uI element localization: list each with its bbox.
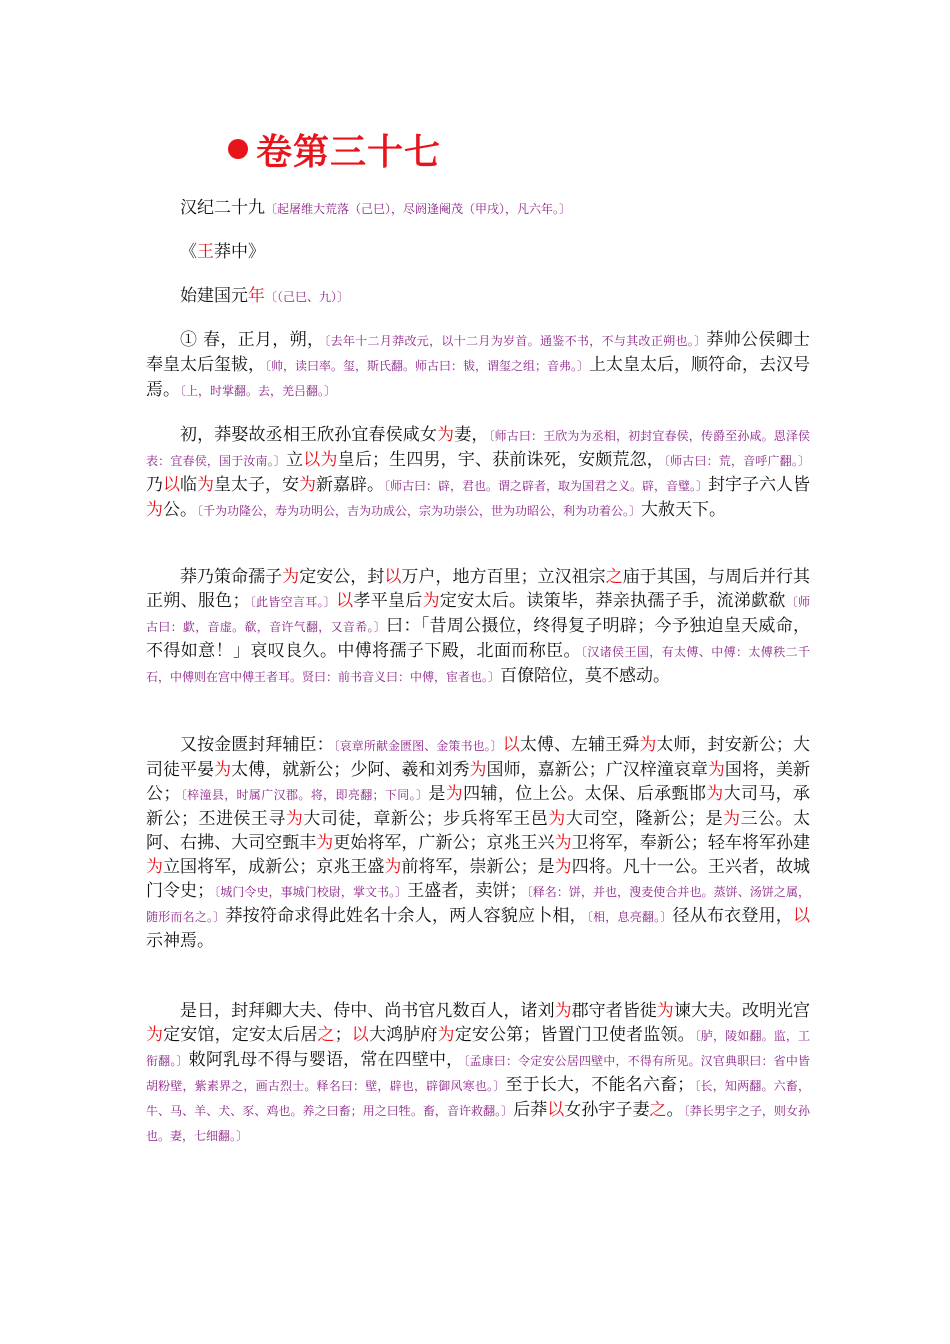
body-text: 立国将军，成新公；京兆王盛: [163, 857, 385, 877]
reign-heading-open: 《: [180, 242, 197, 262]
body-text: 初，莽娶故丞相王欣孙宜春侯咸女: [180, 425, 438, 445]
commentary-note: 〔千为功隆公，寿为功明公，吉为功成公，宗为功崇公，世为功昭公，利为功着公。〕: [197, 504, 642, 518]
commentary-note: 〔师古曰：荒，音呼广翻。〕: [663, 454, 811, 468]
body-text: 万户，地方百里；立汉祖宗: [401, 567, 606, 587]
era-heading-text: 始建国元: [180, 286, 248, 306]
highlighted-text: 为: [422, 591, 440, 611]
body-text: 示神焉。: [146, 931, 214, 951]
commentary-note: 〔莽长男宇之子，则女孙也。妻，七细翻。〕: [146, 1104, 811, 1143]
commentary-note: 〔城门令史，事城门校尉，掌文书。〕: [214, 885, 408, 899]
era-heading-red: 年: [248, 286, 265, 306]
highlighted-text: 以为: [303, 450, 338, 470]
highlighted-text: 为: [445, 784, 464, 804]
body-text: 卫将军，奉新公；轻车将军孙建: [571, 833, 811, 853]
commentary-note: 〔胪，陵如翻。监，工衔翻。〕: [146, 1029, 811, 1068]
highlighted-text: 以: [502, 735, 520, 755]
body-text: ① 春，正月，朔，: [180, 330, 325, 350]
commentary-note: 〔释名：饼，并也，溲麦使合并也。蒸饼、汤饼之属，随形而名之。〕: [146, 885, 811, 924]
paragraph-4: [146, 733, 810, 953]
highlighted-text: 为: [554, 857, 572, 877]
body-text: 是日，封拜卿大夫、侍中、尚书官凡数百人，诸刘: [180, 1001, 555, 1021]
body-text: 谏大夫。改明光宫: [673, 1001, 811, 1021]
paragraph-1: [146, 328, 810, 403]
chapter-subtitle: [180, 196, 571, 221]
highlighted-text: 为: [706, 784, 724, 804]
body-text: 国将，美新公；: [146, 760, 811, 804]
body-text: 公。: [163, 500, 197, 520]
body-text: 国师，嘉新公；广汉梓潼哀章: [486, 760, 708, 780]
body-text: 。: [666, 1100, 684, 1120]
highlighted-text: 为: [316, 833, 334, 853]
body-text: 新嘉辟。: [316, 475, 384, 495]
highlighted-text: 为: [707, 760, 725, 780]
commentary-note: 〔相，息亮翻。〕: [586, 910, 673, 924]
chapter-title: [228, 128, 441, 176]
commentary-note: 〔帅，读曰率。玺，斯氏翻。师古曰：韨，谓玺之组；音弗。〕: [265, 359, 590, 373]
highlighted-text: 为: [554, 1001, 572, 1021]
body-text: 庙于其国，与周后并行其正朔、服色；: [146, 567, 811, 611]
commentary-note: 〔师古曰：歔，音虚。欷，音许气翻，又音希。〕: [146, 595, 811, 634]
body-text: 太傅、左辅王舜: [519, 735, 640, 755]
highlighted-text: 为: [469, 760, 487, 780]
body-text: ；: [334, 1025, 352, 1045]
body-text: 后莽: [513, 1100, 548, 1120]
commentary-note: 〔此皆空言耳。〕: [249, 595, 337, 609]
highlighted-text: 为: [437, 1025, 455, 1045]
body-text: 立: [286, 450, 304, 470]
commentary-note: 〔师古曰：辟，君也。谓之辟者，取为国君之义。辟，音璧。〕: [384, 479, 709, 493]
commentary-note: 〔去年十二月莽改元，以十二月为岁首。通鉴不书，不与其改正朔也。〕: [324, 334, 707, 348]
highlighted-text: 为: [282, 567, 300, 587]
body-text: 大鸿胪府: [368, 1025, 438, 1045]
highlighted-text: 以: [547, 1100, 565, 1120]
body-text: 至于长大，不能名六畜；: [505, 1075, 695, 1095]
highlighted-text: 为: [639, 735, 657, 755]
highlighted-text: 以: [336, 591, 354, 611]
body-text: 大赦天下。: [641, 500, 727, 520]
body-text: 又按金匮封拜辅臣：: [180, 735, 334, 755]
highlighted-text: 之: [605, 567, 623, 587]
body-text: 曰：「昔周公摄位，终得复子明辟；今予独迫皇天威命，不得如意！」哀叹良久。中傅将孺子下殿，北面而称臣。: [146, 616, 810, 661]
body-text: 女孙宇子妻: [564, 1100, 650, 1120]
highlighted-text: 为: [214, 760, 232, 780]
reign-heading-red: 王: [197, 242, 214, 262]
paragraph-2: [146, 423, 810, 523]
body-text: 皇后；生四男，宇、获前诛死，安颇荒忽，: [337, 450, 664, 470]
highlighted-text: 之: [317, 1025, 335, 1045]
body-text: 郡守者皆徙: [571, 1001, 657, 1021]
highlighted-text: 为: [197, 475, 214, 495]
body-text: 上太皇太后，顺符命，去汉号焉。: [146, 355, 811, 400]
reign-heading-rest: 莽中》: [214, 242, 265, 262]
body-text: 王盛者，卖饼；: [407, 881, 527, 901]
era-heading-note: 〔（己巳、九）〕: [265, 290, 350, 304]
commentary-note: 〔孟康曰：令定安公居四壁中，不得有所见。汉官典职曰：省中皆胡粉壁，紫素界之，画古烈士。释名曰：壁，辟也，辟御风寒也。〕: [146, 1054, 810, 1093]
body-text: 定安公，封: [299, 567, 385, 587]
body-text: 莽按符命求得此姓名十余人，两人容貌应卜相，: [225, 906, 587, 926]
body-text: 大司徒，章新公；步兵将军王邑: [303, 809, 549, 829]
body-text: 乃: [146, 475, 163, 495]
body-text: 四辅，位上公。太保、后承甄邯: [463, 784, 707, 804]
body-text: 皇太子，安: [214, 475, 299, 495]
highlighted-text: 以: [163, 475, 180, 495]
subtitle-text: 汉纪二十九: [180, 198, 265, 218]
body-text: 太师，封安新公；大司徒平晏: [146, 735, 811, 780]
paragraph-3: [146, 565, 810, 689]
body-text: 大司空，隆新公；是: [565, 809, 724, 829]
highlighted-text: 为: [285, 809, 304, 829]
body-text: 封宇子六人皆: [708, 475, 811, 495]
body-text: 百僚陪位，莫不感动。: [500, 666, 671, 686]
reign-heading: [180, 240, 265, 264]
body-text: 大司马，承新公；丕进侯王寻: [146, 784, 811, 829]
commentary-note: 〔汉诸侯王国，有太傅、中傅：太傅秩二千石，中傅则在宫中傅王者耳。贤曰：前书音义曰：中傅，宦者也。〕: [146, 645, 810, 684]
subtitle-note: 〔起屠维大荒落（己巳），尽阏逢阉茂（甲戌），凡六年。〕: [265, 202, 572, 216]
highlighted-text: 为: [146, 857, 164, 877]
body-text: 孝平皇后: [353, 591, 423, 611]
highlighted-text: 为: [146, 500, 163, 520]
highlighted-text: 为: [548, 809, 566, 829]
highlighted-text: 为: [437, 425, 455, 445]
highlighted-text: 之: [649, 1100, 667, 1120]
commentary-note: 〔上，时掌翻。去，羌吕翻。〕: [180, 384, 337, 398]
chapter-title-text: 卷第三十七: [256, 131, 442, 173]
body-text: 更始将军，广新公；京兆王兴: [333, 833, 555, 853]
highlighted-text: 为: [723, 809, 741, 829]
highlighted-text: 为: [656, 1001, 674, 1021]
body-text: 敕阿乳母不得与婴语，常在四壁中，: [188, 1050, 464, 1070]
body-text: 定安馆，定安太后居: [163, 1025, 318, 1045]
highlighted-text: 为: [146, 1025, 164, 1045]
commentary-note: 〔师古曰：王欣为为丞相，初封宜春侯，传爵至孙咸。恩泽侯表：宜春侯，国于汝南。〕: [146, 429, 811, 468]
highlighted-text: 为: [384, 857, 402, 877]
body-text: 前将军，崇新公；是: [401, 857, 555, 877]
highlighted-text: 为: [554, 833, 572, 853]
highlighted-text: 以: [351, 1025, 369, 1045]
body-text: 莽乃策命孺子: [180, 567, 283, 587]
body-text: 临: [180, 475, 197, 495]
body-text: 是: [428, 784, 446, 804]
highlighted-text: 以: [793, 906, 810, 926]
era-heading: [180, 284, 349, 309]
body-text: 定安太后。读策毕，莽亲执孺子手，流涕歔欷: [439, 591, 786, 611]
body-text: 妻，: [454, 425, 489, 445]
body-text: 四将。凡十一公。王兴者，故城门令史；: [146, 857, 811, 901]
body-text: 莽帅公侯卿士奉皇太后玺韨，: [146, 330, 811, 375]
commentary-note: 〔哀章所献金匮图、金策书也。〕: [333, 739, 503, 753]
body-text: 定安公第；皆置门卫使者监领。: [454, 1025, 695, 1045]
body-text: 径从布衣登用，: [672, 906, 793, 926]
bullet-dot-icon: [228, 139, 248, 159]
commentary-note: 〔长，知两翻。六畜，牛、马、羊、犬、豕、鸡也。养之曰畜；用之曰牲。畜，音许救翻。〕: [146, 1079, 810, 1118]
highlighted-text: 以: [384, 567, 402, 587]
highlighted-text: 为: [299, 475, 316, 495]
body-text: 太傅，就新公；少阿、羲和刘秀: [231, 760, 470, 780]
body-text: 三公。太阿、右拂、大司空甄丰: [146, 809, 811, 853]
commentary-note: 〔梓潼县，时属广汉郡。将，即亮翻；下同。〕: [180, 788, 429, 802]
paragraph-5: [146, 999, 810, 1148]
